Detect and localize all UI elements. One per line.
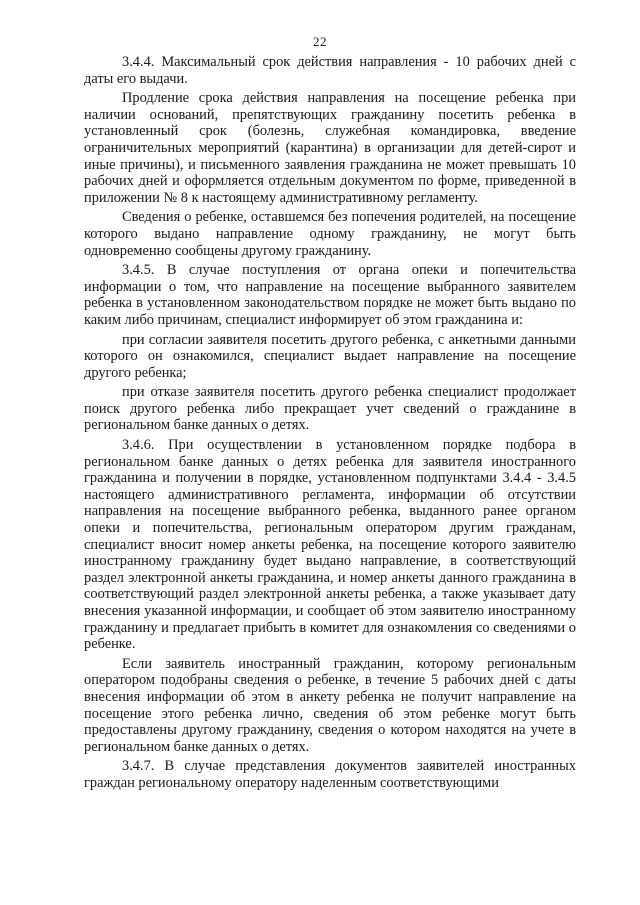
paragraph-3-4-5: 3.4.5. В случае поступления от органа опеки и попечительства информации о том, что направление на посещение выбранного заявителем ребенка в установленном законодательством порядке не может быть выдано по каким либо причинам, специалист информирует об этом гражданина и:: [84, 262, 576, 328]
document-body: [84, 54, 576, 795]
paragraph-refusal: при отказе заявителя посетить другого ребенка специалист продолжает поиск другого ребенка либо прекращает учет сведений о гражданине в региональном банке данных о детях.: [84, 384, 576, 434]
paragraph-consent: при согласии заявителя посетить другого ребенка, с анкетными данными которого он ознакомился, специалист выдает направление на посещение другого ребенка;: [84, 331, 576, 381]
paragraph-child-info: Сведения о ребенке, оставшемся без попечения родителей, на посещение которого выдано направление одному гражданину, не могут быть одновременно сообщены другому гражданину.: [84, 209, 576, 259]
page-number: 22: [313, 34, 327, 49]
paragraph-3-4-7: 3.4.7. В случае представления документов заявителей иностранных граждан региональному оператору наделенным соответствующими: [84, 758, 576, 791]
paragraph-3-4-6: 3.4.6. При осуществлении в установленном порядке подбора в региональном банке данных о детях ребенка для заявителя иностранного гражданина и получении в порядке, установленном подпунктами 3.4.4 - 3.4.5 настоящего административного регламента, информации об отсутствии направления на посещение выбранного ребенка, выданного ранее органом опеки и попечительства, региональным оператором другим гражданам, специалист вносит номер анкеты ребенка, на посещение которого заявителю иностранному гражданину будет выдано направление, в соответствующий раздел электронной анкеты гражданина, и номер анкеты данного гражданина в соответствующий раздел электронной анкеты ребенка, а также указывает дату внесения указанной информации, и сообщает об этом заявителю иностранному гражданину и предлагает прибыть в комитет для ознакомления со сведениями о ребенке.: [84, 437, 576, 653]
paragraph-3-4-4: 3.4.4. Максимальный срок действия направления - 10 рабочих дней с даты его выдачи.: [84, 54, 576, 87]
paragraph-extension: Продление срока действия направления на посещение ребенка при наличии оснований, препятствующих гражданину посетить ребенка в установленный срок (болезнь, служебная командировка, введение ограничительных мероприятий (карантина) в организации для детей-сирот и иные причины), и письменного заявления гражданина не может превышать 10 рабочих дней и оформляется отдельным документом по форме, приведенной в приложении № 8 к настоящему административному регламенту.: [84, 90, 576, 206]
paragraph-foreign-applicant: Если заявитель иностранный гражданин, которому региональным оператором подобраны сведения о ребенке, в течение 5 рабочих дней с даты внесения информации об этом в анкету ребенка не получит направление на посещение этого ребенка лично, сведения об этом ребенке могут быть предоставлены другому гражданину, сведения о котором находятся на учете в региональном банке данных о детях.: [84, 655, 576, 755]
